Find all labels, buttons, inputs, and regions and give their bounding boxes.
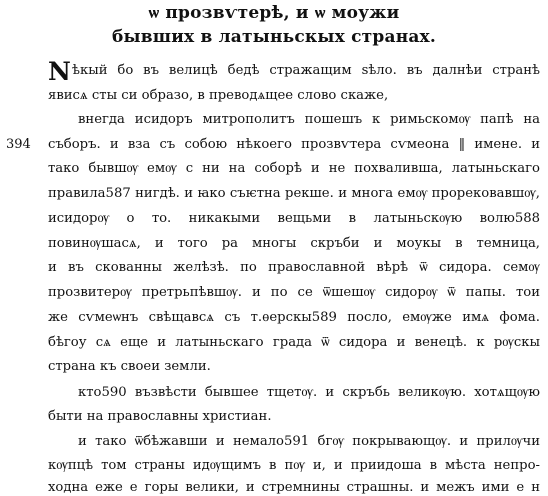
text-line: страна къ своеи земли. [48,359,211,374]
margin-page-number: 394 [6,137,31,152]
text-line: внегда исидоръ митрополитъ пошешъ к римьскомѹ папѣ на [78,112,540,127]
heading-line-1: ѡ прозвѵтерѣ, и ѡ моужи [148,3,400,23]
text-line: повинѹшасѧ, и того ра многы скръби и моукы в темница, [48,236,540,251]
text-line: и въ скованны желѣзѣ. по православной вѣрѣ ѿ сидора. семѹ [48,260,540,275]
text-line: съборъ. и вза съ собою нѣкоего прозвѵтера сѵмеона ‖ имене. и [48,137,540,152]
text-line: прозвитерѹ претрьпѣвшѹ. и по се ѿшешѹ сидорѹ ѿ папы. тои [48,285,540,300]
text-line: ѣкый бо въ велицѣ бедѣ стражащим ѕѣло. въ далнѣи странѣ [72,63,540,78]
text-line: быти на православны христиан. [48,409,272,424]
text-line: ходна еже е горы велики, и стремнины страшны. и межъ ими е н [48,480,540,495]
text-line: бѣгоу сѧ еще и латыньскаго града ѿ сидора и венецѣ. к рѹскы [48,335,540,350]
text-line: кѹпцѣ том страны идѹщимъ в пѹ и, и приидоша в мѣста непро- [48,458,540,473]
text-line: исидорѹ о то. никакыми вещьми в латыньскѹю волю588 [48,211,540,226]
heading-line-2: бывших в латыньскых странах. [111,27,437,47]
text-line: явисѧ сты си образо, в преводѧщее слово скаже, [48,88,389,103]
text-line: тако бывшѹ емѹ с ни на соборѣ и не похваливша, латыньскаго [48,161,540,176]
text-line: же сѵмеѡнъ свѣщавсѧ съ т.ѳерскы589 посло, емѹже имѧ фома. [48,310,540,325]
text-line: и тако ѿбѣжавши и немало591 бгѹ покрывающѹ. и прилѹчи [78,434,540,449]
text-line: правила587 нигдѣ. и ꙗко съѥтна рекше. и многа емѹ прорековавшѹ, [48,186,540,201]
text-line: кто590 възвѣсти бывшее тщетѹ. и скръбь великѹю. хотѧщѹю [78,385,540,400]
drop-initial: N [48,57,71,86]
